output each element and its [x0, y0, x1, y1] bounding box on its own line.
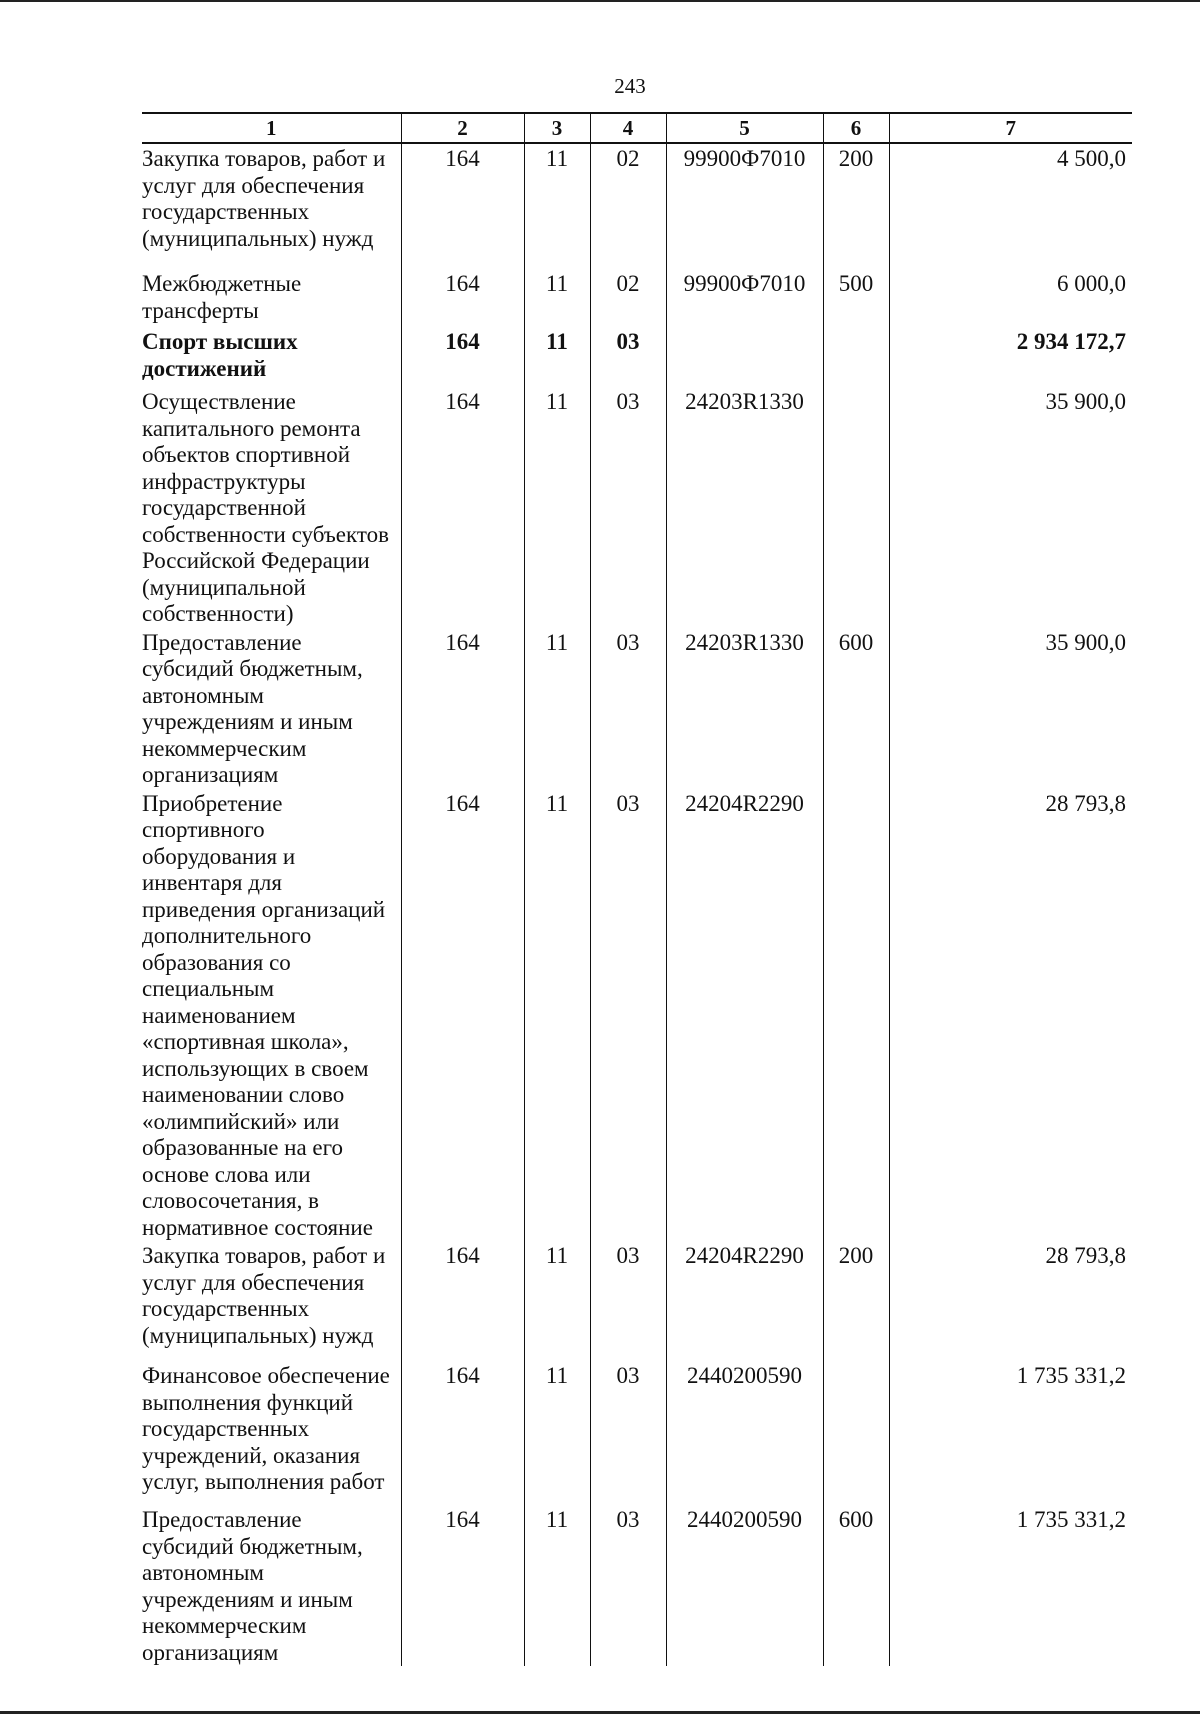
cell-target-code — [666, 789, 823, 1242]
row-name — [142, 143, 401, 269]
table-row — [142, 269, 1132, 327]
cell-ministry — [401, 1505, 524, 1666]
page-number: 243 — [614, 74, 646, 98]
row-name — [142, 327, 401, 387]
table-row — [142, 143, 1132, 269]
cell-section — [524, 1241, 590, 1361]
cell-ministry — [401, 269, 524, 327]
cell-target-code-text: 99900Ф7010 — [683, 271, 806, 296]
cell-section — [524, 387, 590, 628]
table-row — [142, 789, 1132, 1242]
cell-expense-type — [823, 143, 889, 269]
cell-amount — [889, 628, 1132, 789]
row-name-text: Закупка товаров, работ и услуг для обеспечения государственных (муниципальных) нужд — [142, 146, 386, 251]
cell-target-code-text: 99900Ф7010 — [683, 146, 806, 171]
cell-target-code — [666, 1505, 823, 1666]
table-header-row — [142, 113, 1132, 143]
row-name — [142, 1505, 401, 1666]
cell-amount — [889, 1361, 1132, 1505]
cell-section — [524, 628, 590, 789]
cell-target-code — [666, 269, 823, 327]
cell-subsection — [590, 327, 666, 387]
cell-subsection-text: 02 — [616, 146, 640, 171]
cell-subsection-text: 03 — [616, 1243, 640, 1268]
cell-amount-text: 35 900,0 — [1045, 389, 1126, 414]
cell-subsection-text: 02 — [616, 271, 640, 296]
cell-ministry-text: 164 — [445, 146, 480, 171]
cell-target-code-text: 24204R2290 — [685, 790, 804, 816]
cell-subsection-text: 03 — [616, 1363, 640, 1388]
row-name-text: Приобретение спортивного оборудования и инвентаря для приведения организаций дополнительного образования со специальным наименованием «спортивная школа», использующих в своем наименовании слово «олимпийский» или образованные на его основе слова или словосочетания, в нормативное состояние — [142, 790, 386, 1240]
table-row — [142, 1505, 1132, 1666]
cell-ministry-text: 164 — [445, 1507, 480, 1532]
cell-target-code — [666, 1361, 823, 1505]
cell-subsection — [590, 387, 666, 628]
cell-subsection — [590, 628, 666, 789]
cell-amount-text: 6 000,0 — [1057, 271, 1126, 296]
column-header-6: 6 — [823, 113, 889, 143]
cell-target-code-text: 2440200590 — [687, 1507, 802, 1532]
row-name — [142, 387, 401, 628]
cell-ministry — [401, 387, 524, 628]
scan-edge-top — [0, 0, 1200, 2]
cell-amount-text: 2 934 172,7 — [1016, 329, 1126, 354]
cell-target-code-text — [667, 327, 823, 329]
cell-target-code-text: 24204R2290 — [685, 1243, 804, 1268]
cell-expense-type-text: 500 — [838, 271, 874, 296]
cell-ministry-text: 164 — [445, 389, 480, 414]
row-name-text: Осуществление капитального ремонта объектов спортивной инфраструктуры государственной собственности субъектов Российской Федерации (муниципальной собственности) — [142, 389, 389, 626]
row-name-text: Предоставление субсидий бюджетным, автономным учреждениям и иным некоммерческим организациям — [142, 1507, 363, 1665]
cell-section — [524, 143, 590, 269]
cell-target-code-text: 24203R1330 — [685, 389, 804, 414]
cell-section-text: 11 — [545, 271, 569, 296]
cell-expense-type-text — [824, 789, 889, 791]
cell-amount — [889, 1241, 1132, 1361]
row-name-text: Межбюджетные трансферты — [142, 271, 302, 323]
cell-section — [524, 1361, 590, 1505]
cell-amount-text: 28 793,8 — [1045, 790, 1126, 816]
cell-amount — [889, 789, 1132, 1242]
column-header-4: 4 — [590, 113, 666, 143]
cell-section — [524, 789, 590, 1242]
cell-amount — [889, 143, 1132, 269]
row-name-text: Финансовое обеспечение выполнения функций государственных учреждений, оказания услуг, выполнения работ — [142, 1363, 390, 1494]
cell-expense-type — [823, 327, 889, 387]
cell-amount-text: 1 735 331,2 — [1016, 1363, 1126, 1388]
cell-amount — [889, 387, 1132, 628]
cell-expense-type — [823, 1241, 889, 1361]
table-row — [142, 1241, 1132, 1361]
cell-expense-type-text: 600 — [838, 629, 874, 655]
cell-expense-type-text — [824, 387, 889, 389]
cell-target-code — [666, 628, 823, 789]
row-name-text: Спорт высших достижений — [142, 329, 298, 381]
cell-target-code — [666, 143, 823, 269]
cell-subsection-text: 03 — [616, 1507, 640, 1532]
cell-subsection — [590, 143, 666, 269]
cell-ministry-text: 164 — [445, 790, 480, 816]
cell-target-code — [666, 327, 823, 387]
cell-ministry-text: 164 — [445, 1363, 480, 1388]
cell-amount — [889, 327, 1132, 387]
cell-subsection-text: 03 — [616, 329, 640, 354]
cell-section-text: 11 — [545, 1243, 569, 1268]
row-name — [142, 628, 401, 789]
cell-subsection — [590, 1505, 666, 1666]
cell-subsection — [590, 1241, 666, 1361]
cell-ministry — [401, 1361, 524, 1505]
row-name — [142, 269, 401, 327]
row-name — [142, 1241, 401, 1361]
cell-section-text: 11 — [545, 146, 569, 171]
column-header-3: 3 — [524, 113, 590, 143]
cell-section-text: 11 — [545, 790, 569, 816]
cell-section-text: 11 — [545, 1363, 569, 1388]
cell-target-code — [666, 387, 823, 628]
cell-subsection — [590, 269, 666, 327]
cell-expense-type — [823, 1361, 889, 1505]
cell-expense-type-text: 600 — [838, 1507, 874, 1532]
cell-subsection-text: 03 — [616, 790, 640, 816]
column-header-1: 1 — [142, 113, 401, 143]
cell-expense-type — [823, 789, 889, 1242]
cell-subsection-text: 03 — [616, 389, 640, 414]
cell-expense-type — [823, 628, 889, 789]
cell-expense-type-text — [824, 327, 889, 329]
column-header-7: 7 — [889, 113, 1132, 143]
cell-section-text: 11 — [546, 329, 568, 354]
cell-amount-text: 35 900,0 — [1045, 629, 1126, 655]
cell-ministry-text: 164 — [445, 629, 480, 655]
cell-section — [524, 327, 590, 387]
cell-section-text: 11 — [545, 1507, 569, 1532]
row-name — [142, 1361, 401, 1505]
cell-section-text: 11 — [545, 389, 569, 414]
cell-section-text: 11 — [545, 629, 569, 655]
cell-expense-type-text — [824, 1361, 889, 1363]
cell-subsection-text: 03 — [616, 629, 640, 655]
cell-section — [524, 1505, 590, 1666]
cell-ministry-text: 164 — [445, 1243, 480, 1268]
cell-target-code-text: 2440200590 — [687, 1363, 802, 1388]
cell-amount-text: 1 735 331,2 — [1016, 1507, 1126, 1532]
cell-target-code-text: 24203R1330 — [685, 629, 804, 655]
cell-section — [524, 269, 590, 327]
table-row — [142, 1361, 1132, 1505]
cell-amount — [889, 1505, 1132, 1666]
cell-subsection — [590, 1361, 666, 1505]
cell-expense-type-text: 200 — [838, 146, 874, 171]
table-row-subtotal — [142, 327, 1132, 387]
cell-expense-type — [823, 269, 889, 327]
column-header-2: 2 — [401, 113, 524, 143]
table-row — [142, 628, 1132, 789]
cell-amount-text: 4 500,0 — [1057, 146, 1126, 171]
cell-expense-type — [823, 1505, 889, 1666]
cell-ministry-text: 164 — [445, 329, 480, 354]
row-name — [142, 789, 401, 1242]
cell-ministry — [401, 327, 524, 387]
cell-expense-type-text: 200 — [838, 1243, 874, 1268]
cell-amount — [889, 269, 1132, 327]
cell-ministry — [401, 628, 524, 789]
cell-ministry — [401, 1241, 524, 1361]
cell-expense-type — [823, 387, 889, 628]
row-name-text: Предоставление субсидий бюджетным, автономным учреждениям и иным некоммерческим организациям — [142, 629, 363, 787]
budget-table — [142, 112, 1132, 1666]
column-header-5: 5 — [666, 113, 823, 143]
cell-amount-text: 28 793,8 — [1045, 1243, 1126, 1268]
cell-subsection — [590, 789, 666, 1242]
cell-ministry — [401, 789, 524, 1242]
cell-target-code — [666, 1241, 823, 1361]
cell-ministry-text: 164 — [445, 271, 480, 296]
row-name-text: Закупка товаров, работ и услуг для обеспечения государственных (муниципальных) нужд — [142, 1243, 386, 1348]
table-row — [142, 387, 1132, 628]
cell-ministry — [401, 143, 524, 269]
